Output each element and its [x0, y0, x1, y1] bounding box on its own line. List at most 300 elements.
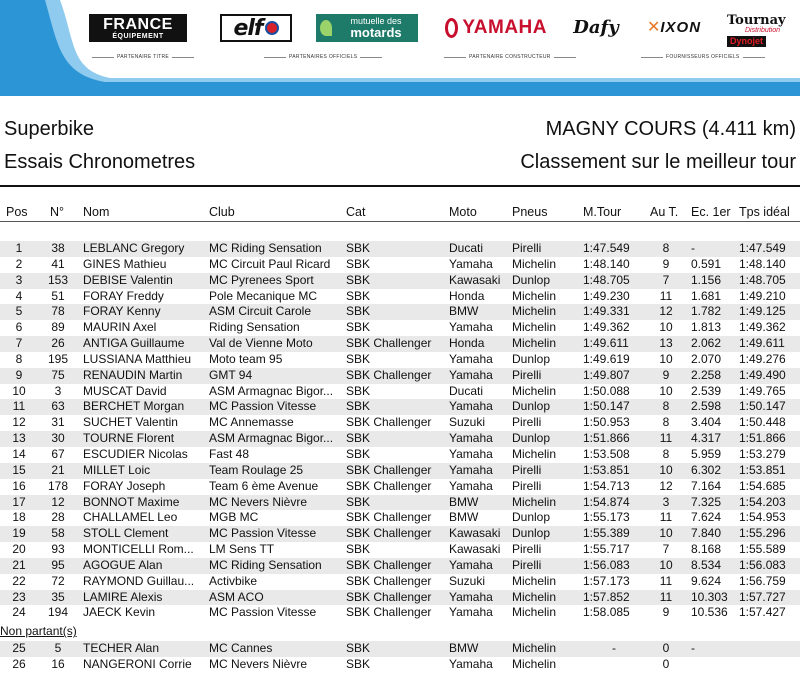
cell-gap: 9.624 — [691, 573, 722, 588]
dafy-text: Dafy — [573, 16, 619, 38]
cell-tyres: Michelin — [512, 256, 557, 271]
cell-best-lap: 1:58.085 — [583, 605, 630, 620]
cell-tyres: Michelin — [512, 383, 557, 398]
cell-ideal-time: 1:56.083 — [739, 557, 786, 572]
cell-tyres: Dunlop — [512, 510, 551, 525]
cell-pos: 16 — [12, 478, 26, 493]
cell-tyres: Michelin — [512, 304, 557, 319]
cell-moto: BMW — [449, 304, 479, 319]
cell-gap: 1.156 — [691, 272, 722, 287]
cell-tyres: Michelin — [512, 288, 557, 303]
cell-category: SBK Challenger — [346, 367, 432, 382]
cell-number: 41 — [51, 256, 65, 271]
cell-number: 3 — [54, 383, 62, 398]
cell-driver-name: AGOGUE Alan — [83, 557, 163, 572]
yamaha-logo — [445, 15, 547, 41]
cell-best-lap: 1:50.147 — [583, 399, 630, 414]
cell-club: MC Circuit Paul Ricard — [209, 256, 331, 271]
cell-number: 178 — [47, 478, 69, 493]
column-header-tyres: Pneus — [512, 205, 548, 219]
cell-best-lap: 1:53.851 — [583, 462, 630, 477]
cell-pos: 12 — [12, 415, 26, 430]
mutuelle-des-motards-logo — [316, 14, 418, 42]
cell-driver-name: MAURIN Axel — [83, 320, 157, 335]
cell-gap: 10.536 — [691, 605, 728, 620]
cell-category: SBK — [346, 431, 371, 446]
cell-driver-name: ANTIGA Guillaume — [83, 336, 185, 351]
cell-tyres: Dunlop — [512, 272, 551, 287]
cell-pos: 22 — [12, 573, 26, 588]
yamaha-text: YAMAHA — [462, 17, 547, 38]
cell-ideal-time: 1:49.276 — [739, 351, 786, 366]
cell-club: MC Annemasse — [209, 415, 294, 430]
cell-club: MC Pyrenees Sport — [209, 272, 314, 287]
cell-number: 28 — [51, 510, 65, 525]
cell-ideal-time: 1:53.279 — [739, 446, 786, 461]
table-row — [0, 590, 800, 606]
cell-gap: 8.168 — [691, 542, 722, 557]
cell-number: 75 — [51, 367, 65, 382]
cell-number: 78 — [51, 304, 65, 319]
cell-moto: Yamaha — [449, 351, 493, 366]
cell-lap: 13 — [659, 336, 673, 351]
cell-pos: 3 — [15, 272, 23, 287]
france-equipement-logo — [89, 14, 187, 42]
cell-gap: 10.303 — [691, 589, 728, 604]
cell-ideal-time: 1:49.765 — [739, 383, 786, 398]
cell-number: 67 — [51, 446, 65, 461]
column-header-moto: Moto — [449, 205, 477, 219]
cell-tyres: Pirelli — [512, 478, 542, 493]
cell-tyres: Michelin — [512, 589, 557, 604]
cell-category: SBK Challenger — [346, 589, 432, 604]
cell-moto: Kawasaki — [449, 526, 501, 541]
cell-number: 5 — [54, 641, 62, 656]
elf-logo — [220, 14, 292, 42]
cell-number: 194 — [47, 605, 69, 620]
non-partants-heading: Non partant(s) — [0, 624, 77, 639]
cell-ideal-time: 1:49.362 — [739, 320, 786, 335]
cell-moto: Kawasaki — [449, 272, 501, 287]
cell-club: ASM Armagnac Bigor... — [209, 383, 334, 398]
cell-category: SBK — [346, 494, 371, 509]
cell-number: 12 — [51, 494, 65, 509]
ranking-title: Classement sur le meilleur tour — [520, 151, 796, 173]
cell-ideal-time: 1:50.147 — [739, 399, 786, 414]
cell-driver-name: JAECK Kevin — [83, 605, 156, 620]
cell-moto: BMW — [449, 510, 479, 525]
series-title: Superbike — [4, 118, 95, 140]
cell-best-lap: 1:50.953 — [583, 415, 630, 430]
cell-number: 72 — [51, 573, 65, 588]
cell-gap: 1.813 — [691, 320, 722, 335]
cell-ideal-time: 1:55.296 — [739, 526, 786, 541]
cell-number: 31 — [51, 415, 65, 430]
column-header-number: N° — [50, 205, 65, 219]
cell-moto: Honda — [449, 336, 485, 351]
table-row — [0, 320, 800, 336]
cell-pos: 5 — [15, 304, 23, 319]
cell-lap: 9 — [662, 367, 670, 382]
cell-best-lap: 1:57.173 — [583, 573, 630, 588]
elf-text: elf — [233, 15, 263, 41]
cell-tyres: Michelin — [512, 657, 557, 672]
cell-best-lap: 1:55.389 — [583, 526, 630, 541]
cell-ideal-time: 1:54.685 — [739, 478, 786, 493]
cell-lap: 12 — [659, 304, 673, 319]
cell-club: MC Passion Vitesse — [209, 605, 317, 620]
cell-lap: 11 — [659, 431, 673, 446]
caption-partenaires-officiels: PARTENAIRES OFFICIELS — [264, 54, 382, 60]
cell-tyres: Pirelli — [512, 542, 542, 557]
cell-club: Activbike — [209, 573, 258, 588]
table-row — [0, 273, 800, 289]
cell-ideal-time: 1:55.589 — [739, 542, 786, 557]
column-header-gap: Ec. 1er — [691, 205, 731, 219]
france-equipement-line2: ÉQUIPEMENT — [112, 32, 164, 40]
cell-best-lap: 1:51.866 — [583, 431, 630, 446]
cell-pos: 13 — [12, 431, 26, 446]
table-header-row — [0, 202, 800, 222]
cell-pos: 2 — [15, 256, 23, 271]
cell-tyres: Dunlop — [512, 351, 551, 366]
cell-driver-name: FORAY Kenny — [83, 304, 161, 319]
table-row — [0, 257, 800, 273]
cell-driver-name: RENAUDIN Martin — [83, 367, 183, 382]
cell-lap: 7 — [662, 272, 670, 287]
caption-partenaire-constructeur: PARTENAIRE CONSTRUCTEUR — [444, 54, 576, 60]
cell-club: Riding Sensation — [209, 320, 300, 335]
cell-driver-name: MILLET Loic — [83, 462, 151, 477]
cell-category: SBK — [346, 351, 371, 366]
cell-best-lap: 1:54.874 — [583, 494, 630, 509]
cell-pos: 7 — [15, 336, 23, 351]
cell-pos: 15 — [12, 462, 26, 477]
cell-pos: 25 — [12, 641, 26, 656]
cell-gap: 8.534 — [691, 557, 722, 572]
cell-tyres: Michelin — [512, 573, 557, 588]
cell-ideal-time: 1:49.611 — [739, 336, 785, 351]
cell-pos: 14 — [12, 446, 26, 461]
session-title: Essais Chronometres — [4, 151, 196, 173]
cell-gap: 1.782 — [691, 304, 722, 319]
cell-lap: 8 — [662, 415, 670, 430]
cell-category: SBK — [346, 272, 371, 287]
cell-driver-name: MONTICELLI Rom... — [83, 542, 194, 557]
cell-category: SBK Challenger — [346, 573, 432, 588]
cell-gap: 2.598 — [691, 399, 722, 414]
dafy-logo — [571, 12, 621, 42]
cell-lap: 8 — [662, 399, 670, 414]
cell-tyres: Dunlop — [512, 431, 551, 446]
cell-driver-name: CHALLAMEL Leo — [83, 510, 178, 525]
cell-gap: 2.070 — [691, 351, 722, 366]
cell-number: 95 — [51, 557, 65, 572]
cell-moto: Yamaha — [449, 367, 493, 382]
cell-gap: 7.325 — [691, 494, 722, 509]
cell-moto: Yamaha — [449, 256, 493, 271]
cell-ideal-time: 1:54.203 — [739, 494, 786, 509]
cell-driver-name: LUSSIANA Matthieu — [83, 351, 192, 366]
cell-tyres: Pirelli — [512, 462, 542, 477]
cell-ideal-time: 1:47.549 — [739, 241, 786, 255]
mutuelle-line2: motards — [350, 25, 402, 40]
cell-moto: Yamaha — [449, 605, 493, 620]
table-row — [0, 399, 800, 415]
cell-lap: 8 — [662, 446, 670, 461]
results-table — [0, 202, 800, 673]
cell-pos: 11 — [12, 399, 26, 414]
cell-number: 89 — [51, 320, 65, 335]
table-row — [0, 495, 800, 511]
table-row — [0, 463, 800, 479]
column-header-pos: Pos — [6, 205, 28, 219]
cell-pos: 19 — [12, 526, 26, 541]
cell-best-lap: 1:50.088 — [583, 383, 630, 398]
cell-moto: Yamaha — [449, 557, 493, 572]
cell-moto: Yamaha — [449, 589, 493, 604]
tuning-fork-icon — [445, 18, 458, 38]
cell-gap: 7.164 — [691, 478, 722, 493]
cell-driver-name: DEBISE Valentin — [83, 272, 173, 287]
cell-lap: 8 — [662, 241, 670, 255]
cell-driver-name: SUCHET Valentin — [83, 415, 178, 430]
table-row — [0, 304, 800, 320]
cell-pos: 8 — [15, 351, 23, 366]
cell-category: SBK — [346, 399, 371, 414]
cell-club: MC Passion Vitesse — [209, 399, 317, 414]
table-row — [0, 352, 800, 368]
cell-moto: BMW — [449, 494, 479, 509]
cell-ideal-time: 1:48.140 — [739, 256, 786, 271]
cell-gap: 1.681 — [691, 288, 722, 303]
column-header-club: Club — [209, 205, 235, 219]
cell-club: MC Nevers Nièvre — [209, 494, 308, 509]
cell-ideal-time: 1:57.727 — [739, 589, 786, 604]
cell-best-lap: 1:49.230 — [583, 288, 630, 303]
mutuelle-line1: mutuelle des — [350, 16, 402, 26]
table-row — [0, 336, 800, 352]
cell-pos: 17 — [12, 494, 26, 509]
cell-gap: 7.840 — [691, 526, 722, 541]
cell-moto: Yamaha — [449, 399, 493, 414]
cell-lap: 0 — [662, 641, 670, 656]
cell-lap: 0 — [662, 657, 670, 672]
cell-club: ASM ACO — [209, 589, 264, 604]
cell-moto: Yamaha — [449, 657, 493, 672]
cell-gap: 2.062 — [691, 336, 722, 351]
cell-category: SBK Challenger — [346, 415, 432, 430]
cell-number: 30 — [51, 431, 65, 446]
cell-driver-name: TECHER Alan — [83, 641, 160, 656]
cell-moto: Yamaha — [449, 446, 493, 461]
cell-driver-name: TOURNE Florent — [83, 431, 175, 446]
cell-pos: 6 — [15, 320, 23, 335]
cell-best-lap: 1:48.140 — [583, 256, 630, 271]
cell-gap: - — [691, 241, 695, 255]
cell-lap: 11 — [659, 288, 673, 303]
cell-club: Moto team 95 — [209, 351, 283, 366]
cell-pos: 24 — [12, 605, 26, 620]
cell-category: SBK Challenger — [346, 478, 432, 493]
cell-best-lap: 1:49.611 — [583, 336, 629, 351]
cell-best-lap: 1:55.717 — [583, 542, 630, 557]
cell-club: Pole Mecanique MC — [209, 288, 318, 303]
non-partants-label — [0, 621, 800, 641]
cell-tyres: Michelin — [512, 605, 557, 620]
cell-number: 153 — [47, 272, 69, 287]
cell-best-lap: 1:49.807 — [583, 367, 630, 382]
cell-tyres: Michelin — [512, 320, 557, 335]
cell-best-lap: 1:47.549 — [583, 241, 630, 255]
cell-category: SBK — [346, 304, 371, 319]
cell-best-lap: - — [612, 641, 616, 656]
table-row — [0, 526, 800, 542]
cell-gap: 2.258 — [691, 367, 722, 382]
cell-ideal-time: 1:51.866 — [739, 431, 786, 446]
cell-best-lap: 1:55.173 — [583, 510, 630, 525]
tournay-line3: Dynojet — [727, 36, 766, 47]
cell-moto: BMW — [449, 641, 479, 656]
table-row — [0, 368, 800, 384]
cell-category: SBK — [346, 320, 371, 335]
cell-lap: 9 — [662, 256, 670, 271]
cell-driver-name: BERCHET Morgan — [83, 399, 185, 414]
cell-lap: 11 — [659, 573, 673, 588]
cell-number: 63 — [51, 399, 65, 414]
cell-lap: 11 — [659, 510, 673, 525]
cell-lap: 3 — [662, 494, 670, 509]
cell-moto: Ducati — [449, 383, 484, 398]
cell-best-lap: 1:56.083 — [583, 557, 630, 572]
cell-number: 195 — [47, 351, 69, 366]
cell-number: 58 — [51, 526, 65, 541]
cell-tyres: Pirelli — [512, 557, 542, 572]
table-row — [0, 431, 800, 447]
cell-best-lap: 1:53.508 — [583, 446, 630, 461]
cell-club: ASM Circuit Carole — [209, 304, 312, 319]
cell-moto: Kawasaki — [449, 542, 501, 557]
ixon-text: IXON — [660, 18, 702, 36]
cell-best-lap: 1:49.331 — [583, 304, 630, 319]
cell-ideal-time: 1:50.448 — [739, 415, 786, 430]
cell-gap: 4.317 — [691, 431, 722, 446]
tournay-line2: Distribution — [745, 26, 781, 34]
cell-pos: 4 — [15, 288, 23, 303]
cell-tyres: Michelin — [512, 494, 557, 509]
cell-driver-name: MUSCAT David — [83, 383, 167, 398]
cell-driver-name: LAMIRE Alexis — [83, 589, 163, 604]
table-row — [0, 479, 800, 495]
cell-ideal-time: 1:57.427 — [739, 605, 786, 620]
caption-fournisseurs-officiels: FOURNISSEURS OFFICIELS — [641, 54, 765, 60]
cell-best-lap: 1:49.619 — [583, 351, 630, 366]
cell-category: SBK — [346, 657, 371, 672]
cell-lap: 10 — [659, 351, 673, 366]
caption-partenaire-titre: PARTENAIRE TITRE — [92, 54, 194, 60]
cell-club: LM Sens TT — [209, 542, 275, 557]
cell-number: 16 — [51, 657, 65, 672]
cell-category: SBK Challenger — [346, 605, 432, 620]
cell-category: SBK Challenger — [346, 462, 432, 477]
cell-moto: Yamaha — [449, 320, 493, 335]
cell-lap: 10 — [659, 320, 673, 335]
cell-category: SBK — [346, 542, 371, 557]
cell-number: 26 — [51, 336, 65, 351]
cell-driver-name: GINES Mathieu — [83, 256, 167, 271]
cell-driver-name: FORAY Freddy — [83, 288, 164, 303]
cell-moto: Ducati — [449, 241, 484, 255]
table-row — [0, 605, 800, 621]
cell-club: MC Riding Sensation — [209, 557, 322, 572]
cell-number: 93 — [51, 542, 65, 557]
cell-category: SBK — [346, 383, 371, 398]
cell-club: GMT 94 — [209, 367, 253, 382]
cell-club: Team Roulage 25 — [209, 462, 304, 477]
cell-pos: 1 — [15, 241, 23, 255]
column-header-ideal-time: Tps idéal — [739, 205, 790, 219]
table-row — [0, 558, 800, 574]
cell-driver-name: NANGERONI Corrie — [83, 657, 192, 672]
cell-club: ASM Armagnac Bigor... — [209, 431, 334, 446]
cell-moto: Yamaha — [449, 478, 493, 493]
ixon-logo — [630, 16, 718, 38]
cell-tyres: Pirelli — [512, 367, 542, 382]
table-row — [0, 657, 800, 673]
cell-best-lap: 1:54.713 — [583, 478, 630, 493]
cell-lap: 12 — [659, 478, 673, 493]
cell-pos: 26 — [12, 657, 26, 672]
cell-driver-name: FORAY Joseph — [83, 478, 166, 493]
cell-lap: 9 — [662, 605, 670, 620]
cell-pos: 23 — [12, 589, 26, 604]
table-row — [0, 510, 800, 526]
cell-tyres: Michelin — [512, 641, 557, 656]
cell-category: SBK — [346, 288, 371, 303]
cell-driver-name: RAYMOND Guillau... — [83, 573, 195, 588]
cell-moto: Suzuki — [449, 415, 486, 430]
cell-best-lap: 1:49.362 — [583, 320, 630, 335]
cell-pos: 21 — [12, 557, 26, 572]
cell-tyres: Dunlop — [512, 526, 551, 541]
cell-gap: - — [691, 641, 695, 656]
cell-moto: Yamaha — [449, 431, 493, 446]
cell-club: MC Passion Vitesse — [209, 526, 317, 541]
table-row — [0, 447, 800, 463]
cell-pos: 10 — [12, 383, 26, 398]
cell-club: MGB MC — [209, 510, 259, 525]
column-header-category: Cat — [346, 205, 366, 219]
cell-lap: 10 — [659, 383, 673, 398]
cell-moto: Honda — [449, 288, 485, 303]
cell-category: SBK Challenger — [346, 526, 432, 541]
cell-tyres: Dunlop — [512, 399, 551, 414]
cell-gap: 6.302 — [691, 462, 722, 477]
cell-number: 38 — [51, 241, 65, 255]
cell-club: Val de Vienne Moto — [209, 336, 313, 351]
cell-category: SBK — [346, 256, 371, 271]
table-row — [0, 241, 800, 257]
table-row — [0, 574, 800, 590]
cell-gap: 3.404 — [691, 415, 722, 430]
leaf-icon — [320, 20, 332, 36]
column-header-lap: Au T. — [650, 205, 679, 219]
ixon-x-icon: ✕ — [646, 19, 661, 36]
cell-club: MC Riding Sensation — [209, 241, 322, 255]
sponsor-banner — [0, 0, 800, 100]
column-header-driver-name: Nom — [83, 205, 110, 219]
cell-tyres: Pirelli — [512, 241, 542, 255]
